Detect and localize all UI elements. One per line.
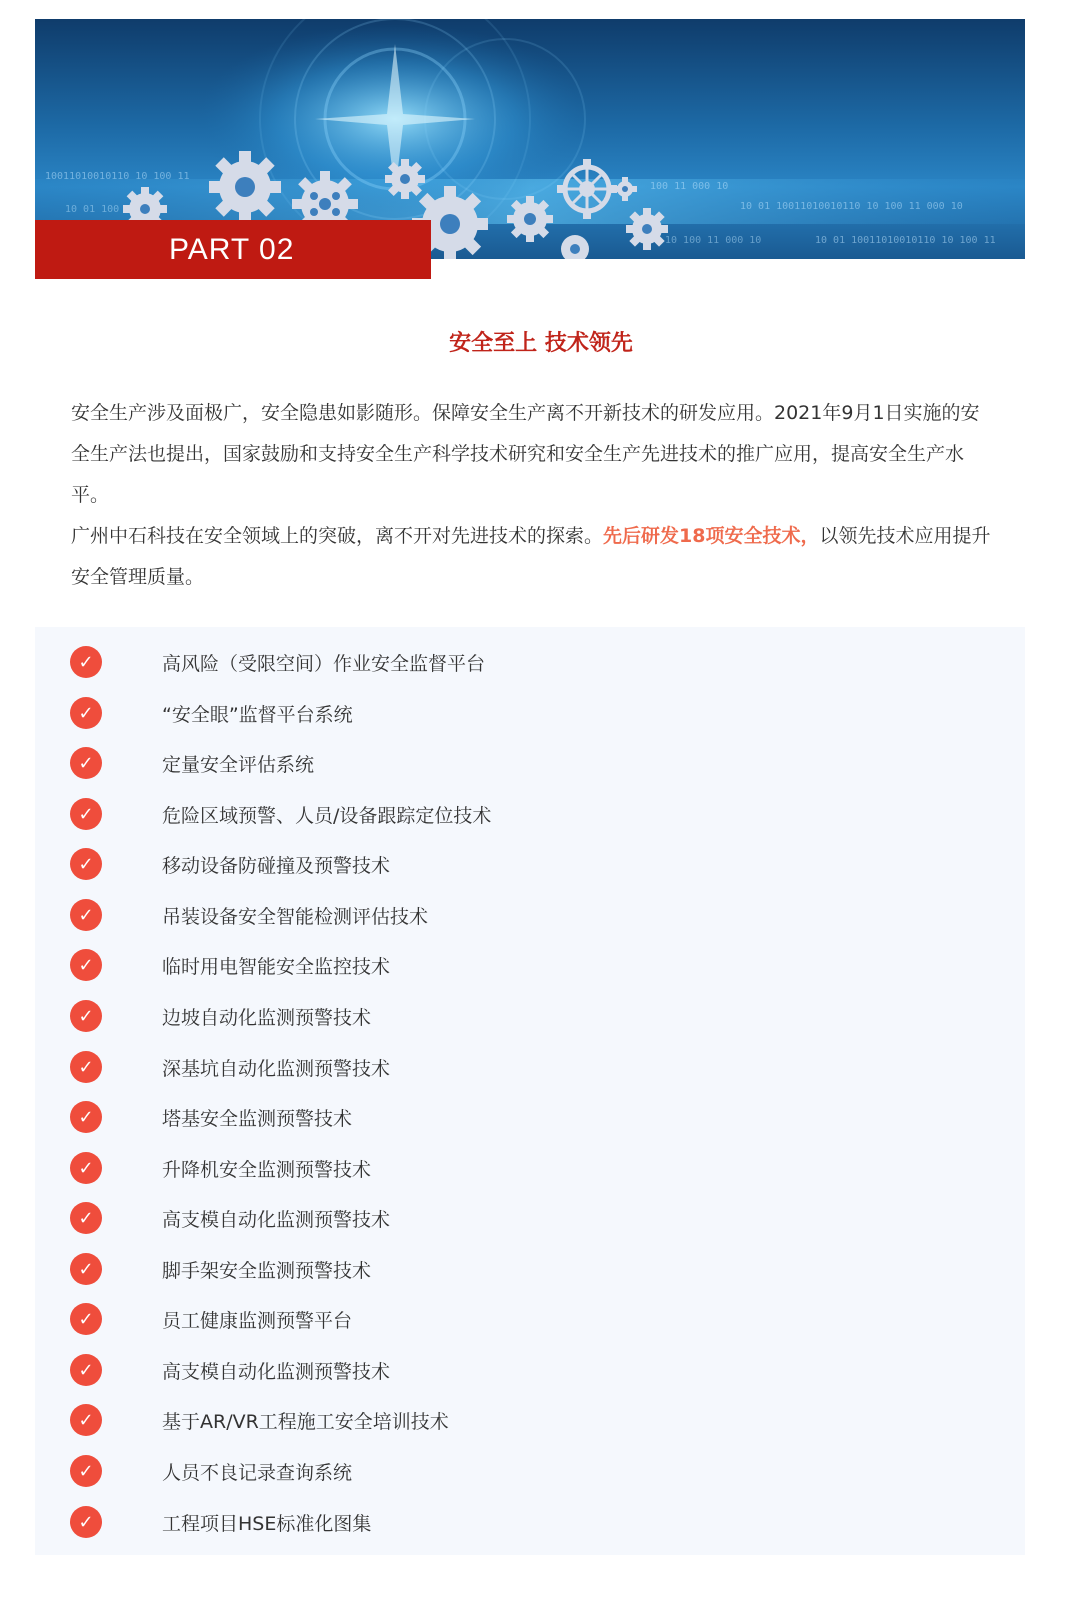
list-item-label: 深基坑自动化监测预警技术 <box>162 1057 391 1080</box>
binary-text: 10 100 11 000 10 <box>665 235 762 246</box>
check-icon: ✓ <box>70 1455 102 1487</box>
technology-list <box>35 627 1025 1555</box>
list-item <box>35 844 1025 884</box>
check-icon: ✓ <box>70 1253 102 1285</box>
list-item <box>35 1198 1025 1238</box>
binary-text: 10 01 10011010010110 10 100 11 <box>815 235 996 246</box>
intro-text-span: 广州中石科技在安全领域上的突破，离不开对先进技术的探索。 <box>71 525 604 547</box>
check-icon: ✓ <box>70 747 102 779</box>
check-icon: ✓ <box>70 899 102 931</box>
list-item-label: 定量安全评估系统 <box>162 753 315 776</box>
check-icon: ✓ <box>70 1354 102 1386</box>
list-item <box>35 945 1025 985</box>
list-item-label: 员工健康监测预警平台 <box>162 1309 353 1332</box>
list-item <box>35 1047 1025 1087</box>
check-icon: ✓ <box>70 798 102 830</box>
intro-text <box>71 393 991 598</box>
list-item <box>35 1350 1025 1390</box>
list-item <box>35 794 1025 834</box>
check-icon: ✓ <box>70 848 102 880</box>
part-label: PART 02 <box>35 220 431 279</box>
intro-paragraph <box>71 516 991 598</box>
check-icon: ✓ <box>70 1303 102 1335</box>
check-icon: ✓ <box>70 1000 102 1032</box>
list-item <box>35 895 1025 935</box>
check-icon: ✓ <box>70 697 102 729</box>
list-item-label: 边坡自动化监测预警技术 <box>162 1006 372 1029</box>
list-item-label: 移动设备防碰撞及预警技术 <box>162 854 391 877</box>
list-item-label: 塔基安全监测预警技术 <box>162 1107 353 1130</box>
list-item <box>35 1502 1025 1542</box>
list-item <box>35 1451 1025 1491</box>
binary-text: 10011010010110 10 100 11 <box>45 171 190 182</box>
list-item <box>35 693 1025 733</box>
list-item-label: “安全眼”监督平台系统 <box>162 703 353 726</box>
list-item <box>35 642 1025 682</box>
list-item-label: 高支模自动化监测预警技术 <box>162 1208 391 1231</box>
list-item-label: 升降机安全监测预警技术 <box>162 1158 372 1181</box>
list-item-label: 临时用电智能安全监控技术 <box>162 955 391 978</box>
binary-text: 10 01 10011010010110 10 100 11 000 10 <box>740 201 963 212</box>
check-icon: ✓ <box>70 1101 102 1133</box>
list-item <box>35 743 1025 783</box>
highlight-text: 先后研发18项安全技术， <box>603 525 820 547</box>
binary-text: 10 01 100 <box>65 204 120 215</box>
check-icon: ✓ <box>70 949 102 981</box>
check-icon: ✓ <box>70 1051 102 1083</box>
intro-text-span: 以领先技术应用提升安全管理质量。 <box>71 525 991 588</box>
list-item-label: 脚手架安全监测预警技术 <box>162 1259 372 1282</box>
list-item-label: 高支模自动化监测预警技术 <box>162 1360 391 1383</box>
section-title: 安全至上 技术领先 <box>449 331 633 356</box>
check-icon: ✓ <box>70 1202 102 1234</box>
list-item <box>35 1299 1025 1339</box>
list-item <box>35 1097 1025 1137</box>
list-item <box>35 996 1025 1036</box>
list-item-label: 基于AR/VR工程施工安全培训技术 <box>162 1410 449 1433</box>
list-item-label: 高风险（受限空间）作业安全监督平台 <box>162 652 486 675</box>
check-icon: ✓ <box>70 1152 102 1184</box>
binary-text: 100 11 000 10 <box>650 181 729 192</box>
list-item-label: 危险区域预警、人员/设备跟踪定位技术 <box>162 804 492 827</box>
list-item <box>35 1249 1025 1289</box>
check-icon: ✓ <box>70 1506 102 1538</box>
list-item <box>35 1148 1025 1188</box>
check-icon: ✓ <box>70 1404 102 1436</box>
check-icon: ✓ <box>70 646 102 678</box>
list-item <box>35 1400 1025 1440</box>
intro-paragraph: 安全生产涉及面极广，安全隐患如影随形。保障安全生产离不开新技术的研发应用。2021年9月1日实施的安全生产法也提出，国家鼓励和支持安全生产科学技术研究和安全生产先进技术的推广应用，提高安全生产水平。 <box>71 402 980 506</box>
list-item-label: 工程项目HSE标准化图集 <box>162 1512 372 1535</box>
list-item-label: 吊装设备安全智能检测评估技术 <box>162 905 429 928</box>
list-item-label: 人员不良记录查询系统 <box>162 1461 353 1484</box>
